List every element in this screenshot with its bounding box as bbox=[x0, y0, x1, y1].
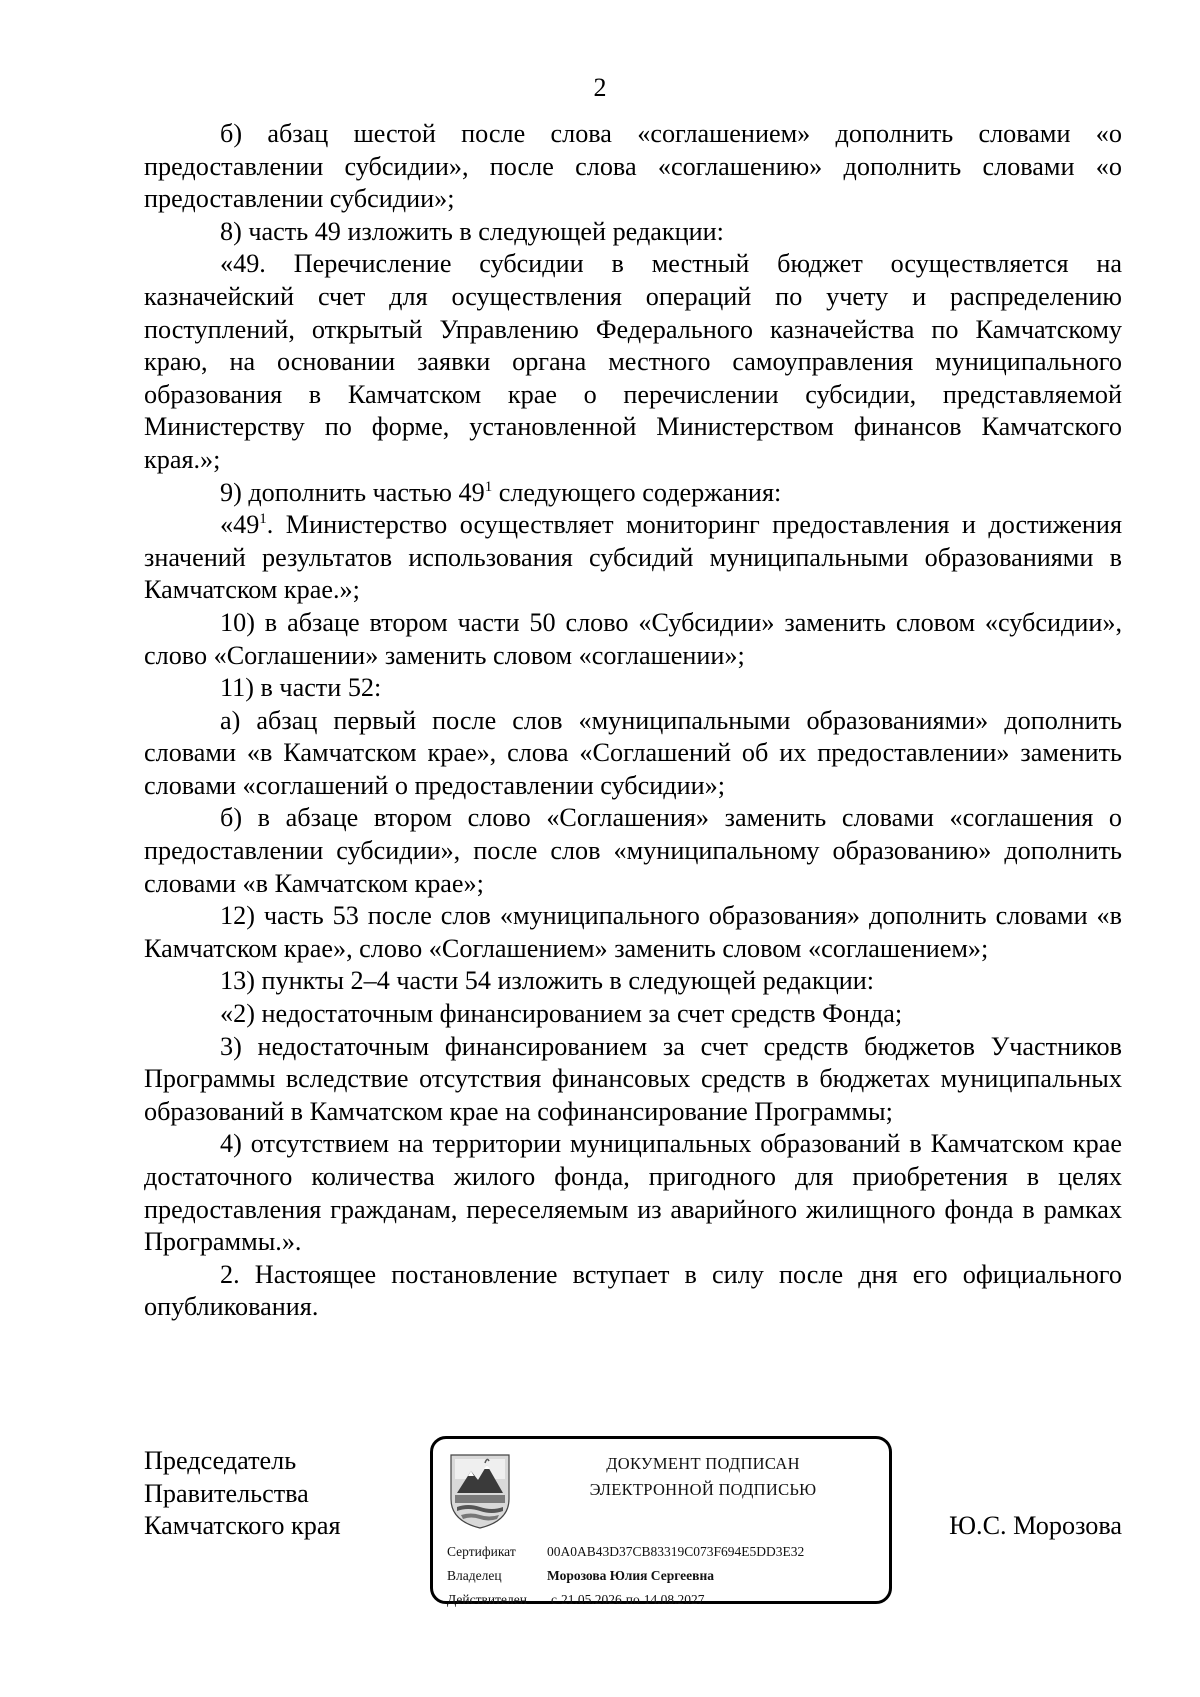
paragraph: 11) в части 52: bbox=[220, 673, 382, 703]
esign-owner-label: Владелец bbox=[447, 1568, 502, 1583]
paragraph: «49. Перечисление субсидии в местный бюджет осуществляется на казначейский счет для осуществления операций по учету и распределению поступлений, открытый Управлению Федерального казначейства по Камчатскому краю, на основании заявки органа местного самоуправления муниципального образования в Камчатском крае о перечислении субсидии, представляемой Министерству по форме, установленной Министерством финансов Камчатского края.»; bbox=[144, 249, 1122, 474]
esign-heading-line: ДОКУМЕНТ ПОДПИСАН bbox=[606, 1454, 800, 1473]
esign-validity-label: Действителен bbox=[447, 1592, 527, 1607]
paragraph: 13) пункты 2–4 части 54 изложить в следующей редакции: bbox=[220, 966, 875, 996]
esign-heading-line: ЭЛЕКТРОННОЙ ПОДПИСЬЮ bbox=[589, 1480, 817, 1499]
esign-certificate-label: Сертификат bbox=[447, 1544, 516, 1559]
electronic-signature-stamp bbox=[430, 1436, 892, 1607]
superscript: 1 bbox=[259, 511, 267, 528]
paragraph: б) абзац шестой после слова «соглашением» дополнить словами «о предоставлении субсидии», после слова «соглашению» дополнить словами «о предоставлении субсидии»; bbox=[144, 119, 1122, 214]
esign-validity-to: 14.08.2027 bbox=[643, 1592, 705, 1607]
esign-validity-from-prefix: с bbox=[551, 1592, 557, 1607]
esign-heading bbox=[523, 1451, 883, 1503]
signer-name: Ю.С. Морозова bbox=[949, 1511, 1122, 1540]
esign-validity-row bbox=[447, 1591, 704, 1609]
paragraph-text: следующего содержания: bbox=[492, 477, 782, 507]
document-body bbox=[144, 118, 1122, 1324]
paragraph: 8) часть 49 изложить в следующей редакции: bbox=[220, 216, 724, 246]
esign-validity-to-prefix: по bbox=[625, 1592, 640, 1607]
paragraph: 2. Настоящее постановление вступает в силу после дня его официального опубликования. bbox=[144, 1259, 1122, 1322]
paragraph bbox=[144, 477, 1122, 510]
signer-position bbox=[144, 1445, 341, 1543]
page-number: 2 bbox=[593, 73, 607, 102]
superscript: 1 bbox=[484, 478, 493, 495]
paragraph-text: 9) дополнить частью 49 bbox=[220, 477, 485, 507]
esign-owner-row bbox=[447, 1567, 714, 1585]
esign-certificate-value: 00A0AB43D37CB83319C073F694E5DD3E32 bbox=[547, 1544, 805, 1559]
kamchatka-coat-of-arms-icon bbox=[445, 1449, 515, 1531]
paragraph: 12) часть 53 после слов «муниципального образования» дополнить словами «в Камчатском крае», слово «Соглашением» заменить словом «соглашением»; bbox=[144, 901, 1122, 963]
esign-certificate-row bbox=[447, 1543, 804, 1561]
signer-position-line: Камчатского края bbox=[144, 1511, 341, 1541]
paragraph: 4) отсутствием на территории муниципальных образований в Камчатском крае достаточного количества жилого фонда, пригодного для приобретения в целях предоставления гражданам, переселяемым из аварийного жилищного фонда в рамках Программы.». bbox=[144, 1129, 1122, 1257]
paragraph bbox=[144, 509, 1122, 607]
paragraph: а) абзац первый после слов «муниципальными образованиями» дополнить словами «в Камчатском крае», слова «Соглашений об их предоставлении» заменить словами «соглашений о предоставлении субсидии»; bbox=[144, 705, 1122, 800]
signer-position-line: Председатель bbox=[144, 1446, 297, 1475]
paragraph: 3) недостаточным финансированием за счет средств бюджетов Участников Программы вследствие отсутствия финансовых средств в бюджетах муниципальных образований в Камчатском крае на софинансирование Программы; bbox=[144, 1031, 1122, 1126]
esign-validity-from: 21.05.2026 bbox=[561, 1592, 622, 1607]
signer-position-line: Правительства bbox=[144, 1478, 309, 1508]
paragraph-text: «49 bbox=[220, 510, 260, 540]
paragraph: 10) в абзаце втором части 50 слово «Субсидии» заменить словом «субсидии», слово «Соглашении» заменить словом «соглашении»; bbox=[144, 607, 1122, 670]
paragraph: «2) недостаточным финансированием за счет средств Фонда; bbox=[220, 999, 903, 1029]
paragraph-text: . Министерство осуществляет мониторинг предоставления и достижения значений результатов использования субсидий муниципальными образованиями в Камчатском крае.»; bbox=[144, 510, 1122, 605]
esign-owner-value: Морозова Юлия Сергеевна bbox=[547, 1568, 714, 1583]
paragraph: б) в абзаце втором слово «Соглашения» заменить словами «соглашения о предоставлении субсидии», после слов «муниципальному образованию» дополнить словами «в Камчатском крае»; bbox=[144, 803, 1122, 898]
